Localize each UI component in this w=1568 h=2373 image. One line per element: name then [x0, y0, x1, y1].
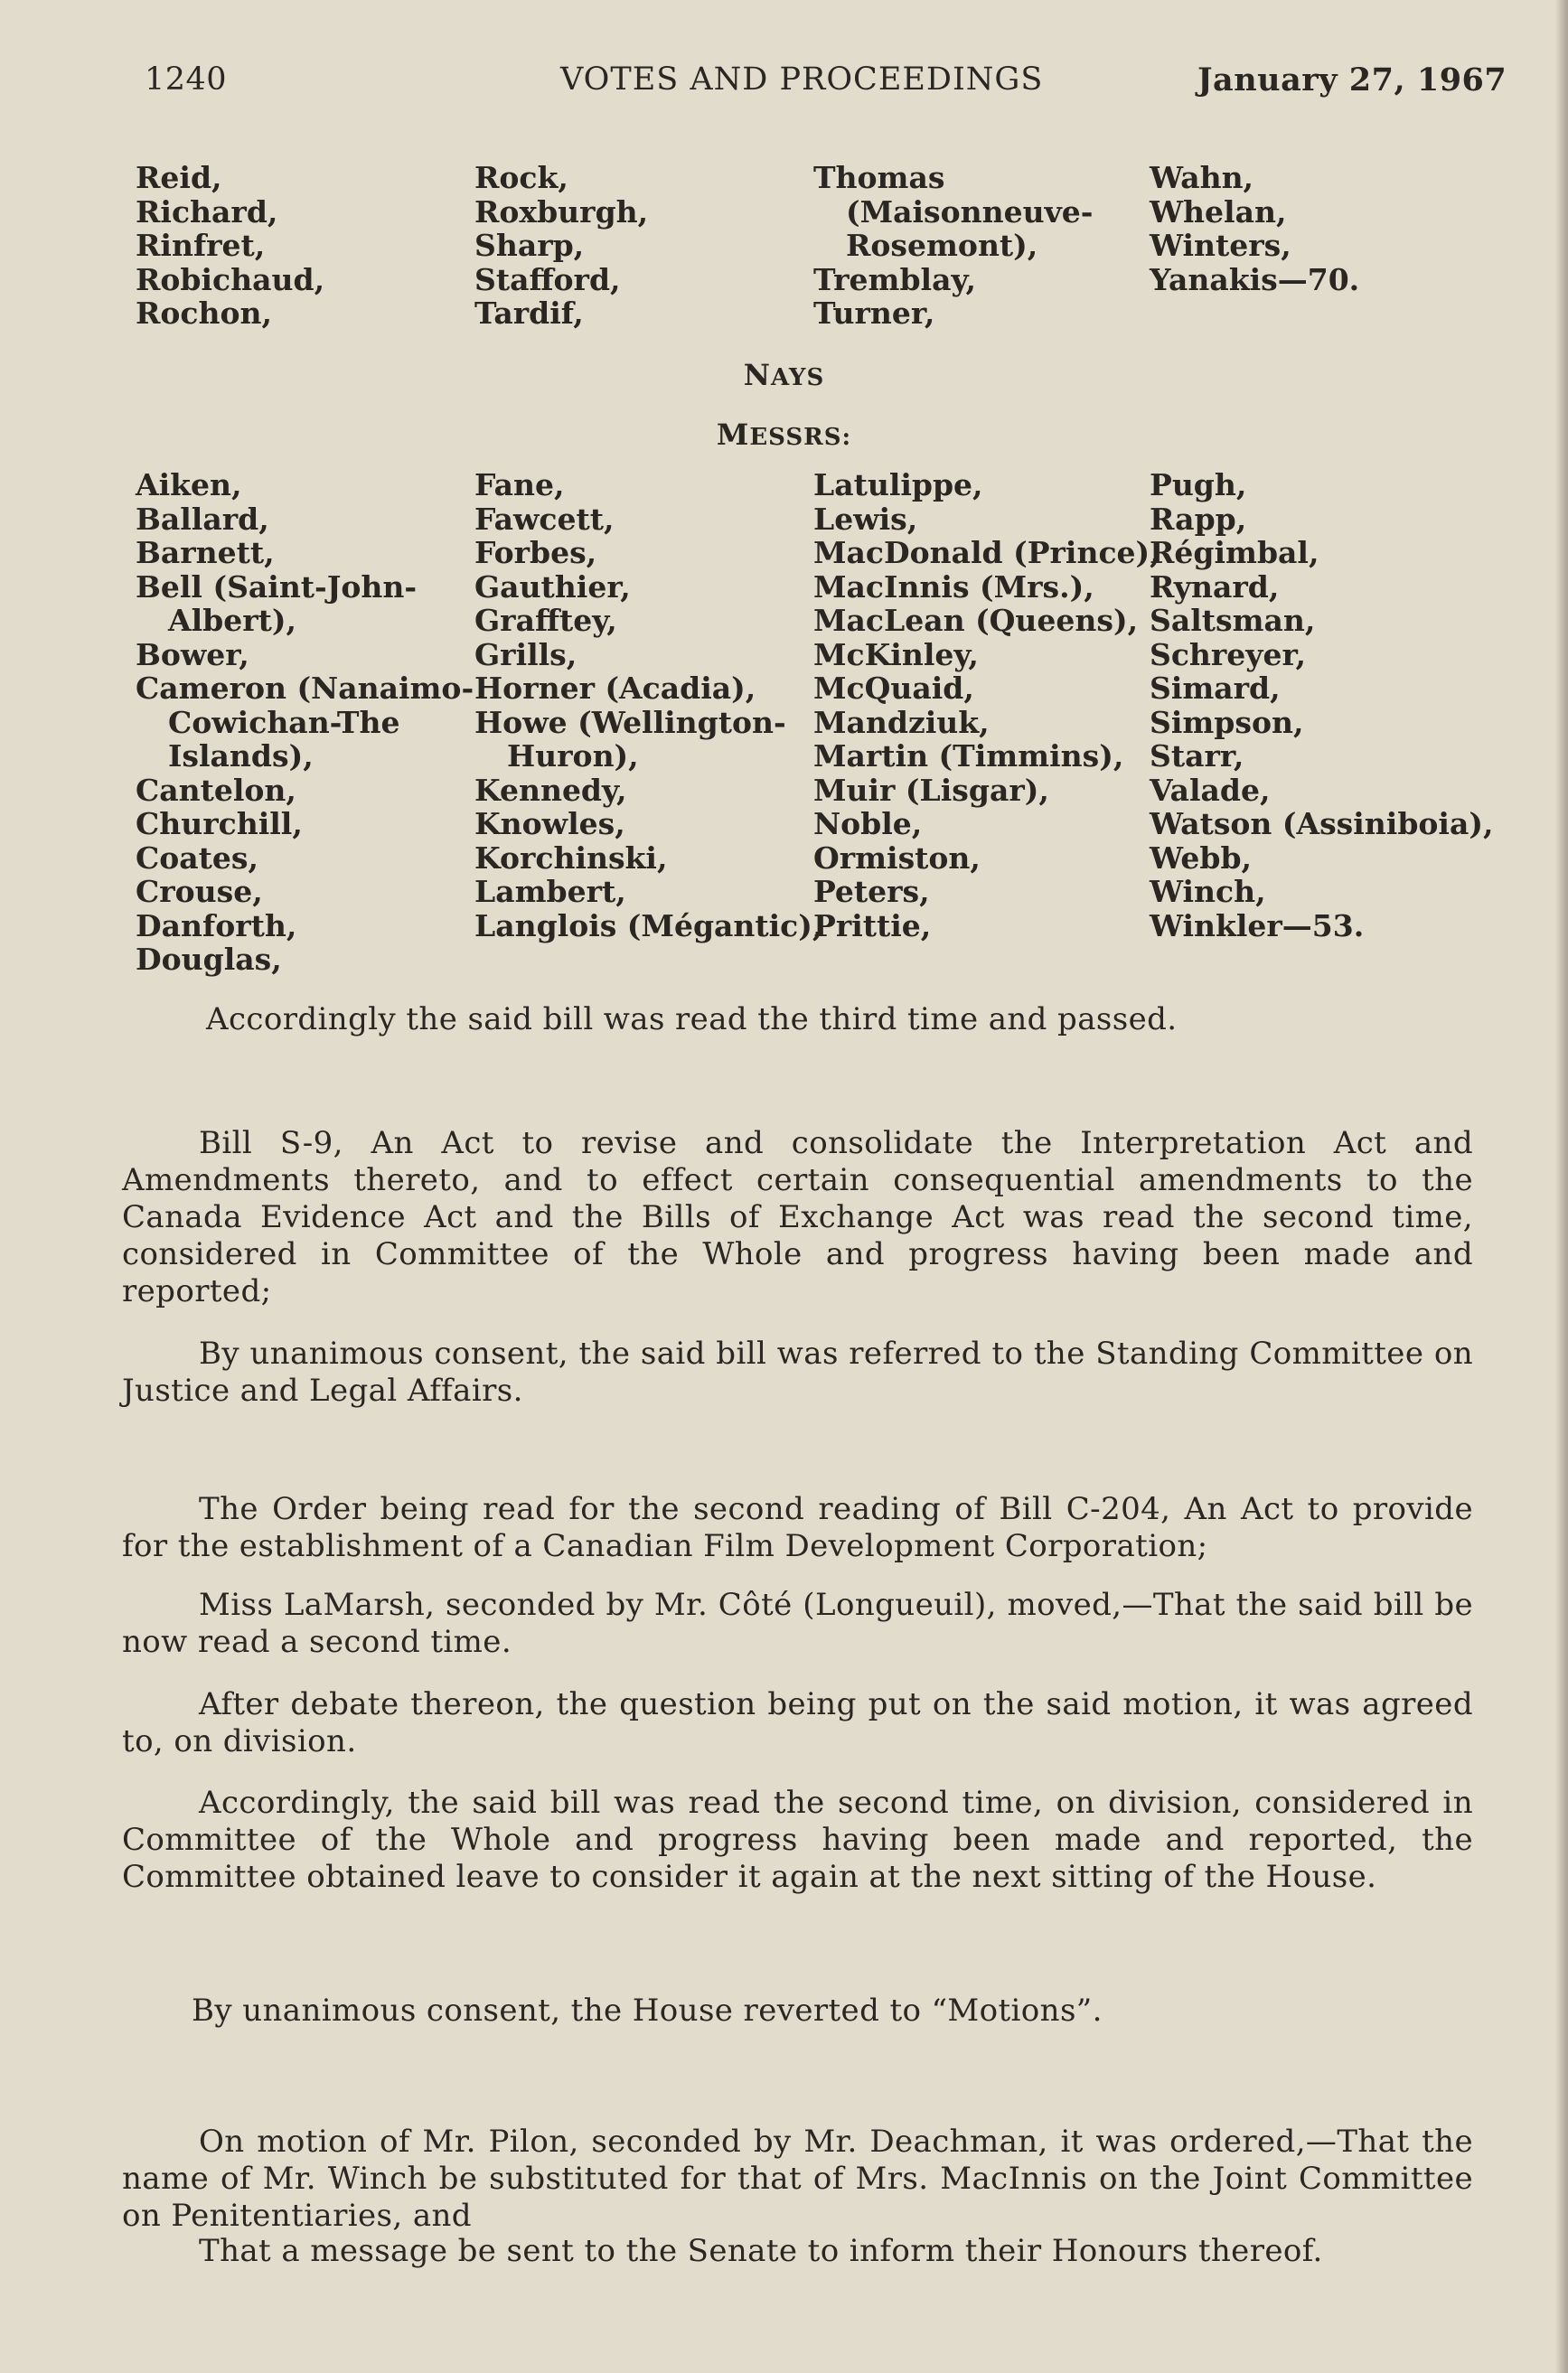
- member-name: Bell (Saint-John-: [136, 568, 418, 605]
- member-name: Muir (Lisgar),: [813, 772, 1049, 808]
- member-name: Latulippe,: [813, 467, 983, 502]
- page-date: January 27, 1967: [1197, 61, 1507, 98]
- member-name: Saltsman,: [1150, 603, 1316, 638]
- member-name: Schreyer,: [1150, 636, 1306, 672]
- running-title: VOTES AND PROCEEDINGS: [560, 61, 1044, 98]
- page-edge-shadow: [1555, 0, 1568, 2373]
- member-name: Tremblay,: [813, 261, 976, 297]
- member-name: Huron),: [507, 738, 639, 774]
- member-name: Howe (Wellington-: [474, 704, 786, 740]
- member-name: Aiken,: [136, 467, 242, 502]
- member-name: Korchinski,: [474, 839, 668, 876]
- member-name: Whelan,: [1150, 193, 1287, 230]
- member-name: (Maisonneuve-: [846, 193, 1094, 230]
- member-name: Yanakis—70.: [1150, 261, 1360, 297]
- paragraph-senate-message: That a message be sent to the Senate to inform their Honours thereof.: [199, 2233, 1323, 2269]
- member-name: Webb,: [1150, 839, 1253, 876]
- nays-heading: NAYS: [743, 358, 825, 392]
- member-name: MacLean (Queens),: [813, 603, 1139, 638]
- messrs-subheading: MESSRS:: [716, 417, 852, 452]
- paragraph-second-reading: Accordingly, the said bill was read the second time, on division, considered in Committee of the Whole and progress having been made and reported, the Committee obtained leave to consider it again at the next sitting of the House.: [122, 1785, 1473, 1895]
- member-name: MacDonald (Prince),: [813, 535, 1160, 570]
- member-name: Turner,: [813, 295, 935, 331]
- member-name: Langlois (Mégantic),: [474, 907, 823, 943]
- nays-column-3: [813, 467, 1160, 977]
- member-name: Rapp,: [1150, 501, 1247, 537]
- member-name: Pugh,: [1150, 467, 1247, 502]
- member-name: Cantelon,: [136, 772, 296, 808]
- member-name: Ormiston,: [813, 839, 981, 876]
- member-name: Winters,: [1150, 228, 1291, 263]
- member-name: Cowichan-The: [168, 704, 400, 740]
- member-name: McKinley,: [813, 636, 979, 672]
- member-name: Albert),: [168, 603, 296, 638]
- member-name: Horner (Acadia),: [474, 671, 756, 706]
- member-name: Thomas: [813, 160, 945, 195]
- member-name: Régimbal,: [1150, 535, 1319, 570]
- member-name: Sharp,: [474, 228, 585, 263]
- member-name: McQuaid,: [813, 671, 974, 706]
- member-name: Danforth,: [136, 907, 297, 943]
- member-name: Churchill,: [136, 806, 303, 841]
- member-name: Peters,: [813, 874, 930, 909]
- member-name: Fane,: [474, 467, 565, 502]
- nays-column-2: [474, 467, 823, 977]
- nays-column-1: [136, 468, 474, 977]
- paragraph-debate: After debate thereon, the question being put on the said motion, it was agreed to, on division.: [122, 1686, 1473, 1759]
- yeas-name-list: [136, 161, 1482, 331]
- member-name: Simpson,: [1150, 704, 1304, 740]
- paragraph-third-reading: Accordingly the said bill was read the third time and passed.: [206, 1001, 1178, 1037]
- member-name: Kennedy,: [474, 772, 627, 808]
- member-name: MacInnis (Mrs.),: [813, 568, 1094, 605]
- member-name: Robichaud,: [136, 261, 325, 297]
- member-name: Prittie,: [813, 907, 932, 943]
- member-name: Valade,: [1150, 772, 1271, 808]
- page-number: 1240: [145, 61, 228, 98]
- member-name: Tardif,: [474, 295, 584, 331]
- member-name: Reid,: [136, 160, 222, 195]
- member-name: Richard,: [136, 193, 278, 230]
- member-name: Bower,: [136, 636, 249, 672]
- member-name: Cameron (Nanaimo-: [136, 671, 474, 706]
- member-name: Noble,: [813, 806, 923, 841]
- member-name: Wahn,: [1150, 160, 1254, 195]
- yeas-column-2: [474, 161, 813, 331]
- member-name: Barnett,: [136, 535, 275, 570]
- paragraph-reverted-motions: By unanimous consent, the House reverted to “Motions”.: [192, 1993, 1103, 2029]
- member-name: Douglas,: [136, 942, 282, 977]
- member-name: Watson (Assiniboia),: [1150, 806, 1494, 841]
- member-name: Mandziuk,: [813, 704, 990, 740]
- member-name: Lewis,: [813, 501, 918, 537]
- paragraph-motion-lamarsh: Miss LaMarsh, seconded by Mr. Côté (Longueuil), moved,—That the said bill be now read a second time.: [122, 1587, 1473, 1660]
- member-name: Knowles,: [474, 806, 625, 841]
- member-name: Starr,: [1150, 738, 1244, 774]
- paragraph-bill-s9: Bill S-9, An Act to revise and consolidate the Interpretation Act and Amendments thereto, and to effect certain consequential amendments to the Canada Evidence Act and the Bills of Exchange Act was read the second time, considered in Committee of the Whole and progress having been made and reported;: [122, 1125, 1473, 1309]
- member-name: Roxburgh,: [474, 193, 649, 230]
- member-name: Martin (Timmins),: [813, 738, 1124, 774]
- yeas-column-4: [1150, 161, 1475, 331]
- member-name: Stafford,: [474, 261, 621, 297]
- paragraph-referred: By unanimous consent, the said bill was referred to the Standing Committee on Justice and Legal Affairs.: [122, 1336, 1473, 1409]
- member-name: Rock,: [474, 160, 568, 195]
- member-name: Winch,: [1150, 874, 1266, 909]
- member-name: Coates,: [136, 839, 258, 876]
- member-name: Simard,: [1150, 671, 1281, 706]
- member-name: Crouse,: [136, 874, 263, 909]
- member-name: Ballard,: [136, 501, 269, 537]
- member-name: Lambert,: [474, 874, 626, 909]
- yeas-column-1: [136, 161, 474, 331]
- member-name: Islands),: [168, 738, 314, 774]
- member-name: Grafftey,: [474, 603, 617, 638]
- member-name: Fawcett,: [474, 501, 615, 537]
- member-name: Forbes,: [474, 535, 597, 570]
- member-name: Rinfret,: [136, 228, 266, 263]
- member-name: Rosemont),: [846, 228, 1038, 263]
- member-name: Gauthier,: [474, 568, 631, 605]
- member-name: Grills,: [474, 636, 577, 672]
- nays-column-4: [1150, 467, 1494, 977]
- paragraph-bill-c204: The Order being read for the second reading of Bill C-204, An Act to provide for the establishment of a Canadian Film Development Corporation;: [122, 1491, 1473, 1564]
- member-name: Rynard,: [1150, 568, 1280, 605]
- paragraph-pilon-motion: On motion of Mr. Pilon, seconded by Mr. Deachman, it was ordered,—That the name of Mr. Winch be substituted for that of Mrs. MacInnis on the Joint Committee on Penitentiaries, and: [122, 2124, 1473, 2234]
- member-name: Winkler—53.: [1150, 907, 1365, 943]
- nays-name-list: [136, 467, 1494, 977]
- member-name: Rochon,: [136, 295, 273, 331]
- yeas-column-3: [813, 161, 1150, 331]
